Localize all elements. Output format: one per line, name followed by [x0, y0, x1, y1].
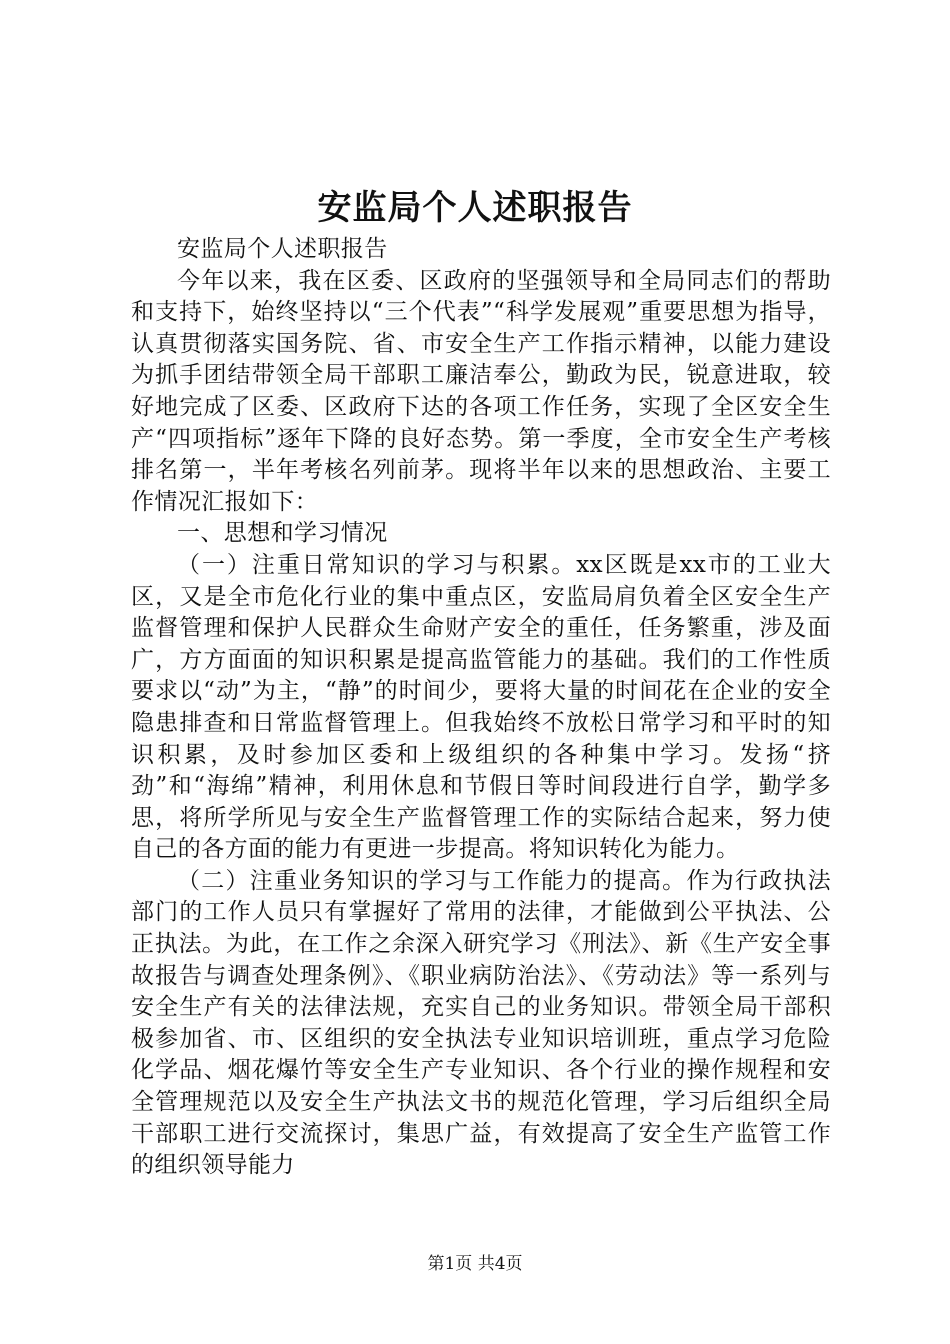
page-footer: 第1页 共4页 [427, 1254, 523, 1274]
body-paragraph: （二）注重业务知识的学习与工作能力的提高。作为行政执法部门的工作人员只有掌握好了常用的法律，才能做到公平执法、公正执法。为此，在工作之余深入研究学习《刑法》、新《生产安全事故报告与调查处理条例》、《职业病防治法》、《劳动法》等一系列与安全生产有关的法律法规，充实自己的业务知识。带领全局干部积极参加省、市、区组织的安全执法专业知识培训班，重点学习危险化学品、烟花爆竹等安全生产专业知识、各个行业的操作规程和安全管理规范以及安全生产执法文书的规范化管理，学习后组织全局干部职工进行交流探讨，集思广益，有效提高了安全生产监管工作的组织领导能力 [131, 867, 831, 1179]
subtitle-paragraph: 安监局个人述职报告 [177, 236, 388, 262]
section-heading: 一、思想和学习情况 [177, 520, 388, 547]
document-title: 安监局个人述职报告 [317, 188, 633, 228]
intro-paragraph: 今年以来，我在区委、区政府的坚强领导和全局同志们的帮助和支持下，始终坚持以“三个代表”“科学发展观”重要思想为指导，认真贯彻落实国务院、省、市安全生产工作指示精神，以能力建设为抓手团结带领全局干部职工廉洁奉公，勤政为民，锐意进取，较好地完成了区委、区政府下达的各项工作任务，实现了全区安全生产“四项指标”逐年下降的良好态势。第一季度，全市安全生产考核排名第一，半年考核名列前茅。现将半年以来的思想政治、主要工作情况汇报如下： [131, 267, 831, 515]
body-paragraph: （一）注重日常知识的学习与积累。xx区既是xx市的工业大区，又是全市危化行业的集中重点区，安监局肩负着全区安全生产监督管理和保护人民群众生命财产安全的重任，任务繁重，涉及面广，方方面面的知识积累是提高监管能力的基础。我们的工作性质要求以“动”为主，“静”的时间少，要将大量的时间花在企业的安全隐患排查和日常监督管理上。但我始终不放松日常学习和平时的知识积累，及时参加区委和上级组织的各种集中学习。发扬“挤劲”和“海绵”精神，利用休息和节假日等时间段进行自学，勤学多思，将所学所见与安全生产监督管理工作的实际结合起来，努力使自己的各方面的能力有更进一步提高。将知识转化为能力。 [131, 551, 831, 863]
document-body [131, 234, 831, 1182]
